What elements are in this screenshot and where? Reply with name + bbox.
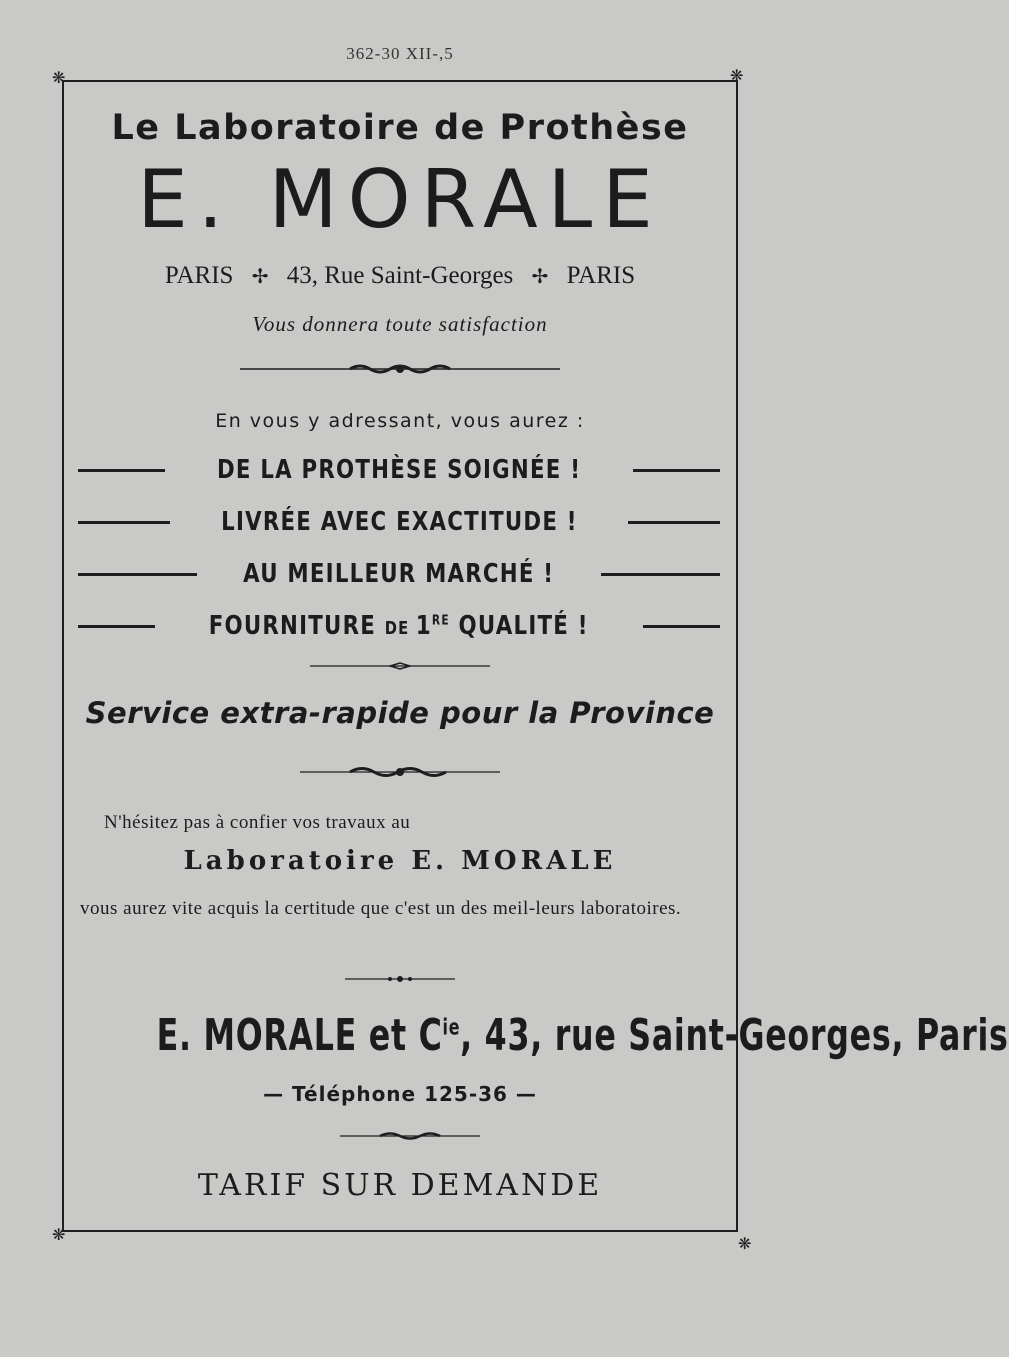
claim-text: AU MEILLEUR MARCHÉ ! xyxy=(243,559,555,589)
encourage-paragraph: vous aurez vite acquis la certitude que c'est un des meil-leurs laboratoires. xyxy=(80,898,682,919)
dash-right xyxy=(643,625,720,628)
telephone: — Téléphone 125-36 — xyxy=(263,1082,537,1106)
ornament-divider-5 xyxy=(340,1130,480,1142)
dash-right xyxy=(628,521,720,524)
dash-left xyxy=(78,573,197,576)
corner-ornament-top-left: ❋ xyxy=(52,68,66,87)
company-name: E. MORALE xyxy=(137,153,663,246)
dash-left xyxy=(78,469,165,472)
corner-ornament-bottom-left: ❋ xyxy=(52,1225,66,1244)
ornament-divider-3 xyxy=(300,764,500,778)
separator-icon: ✢ xyxy=(251,266,269,288)
dash-left xyxy=(78,625,155,628)
claim-row xyxy=(78,502,720,542)
separator-icon: ✢ xyxy=(531,266,549,288)
claim-text: DE LA PROTHÈSE SOIGNÉE ! xyxy=(216,455,582,485)
claim-text: LIVRÉE AVEC EXACTITUDE ! xyxy=(220,507,578,537)
laboratory-name: Laboratoire E. MORALE xyxy=(183,846,617,876)
page-reference: 362-30 XII-,5 xyxy=(346,44,454,63)
firm-address: E. MORALE et $C^{ie}$, 43, rue Saint-Georges, Paris xyxy=(156,1010,1009,1061)
tarif-line: TARIF SUR DEMANDE xyxy=(197,1168,603,1203)
dash-left xyxy=(78,521,170,524)
corner-ornament-bottom-right: ❋ xyxy=(738,1234,752,1253)
city-left: PARIS xyxy=(164,262,234,289)
corner-ornament-top-right: ❋ xyxy=(730,66,744,85)
street-address: 43, Rue Saint-Georges xyxy=(286,262,514,289)
dash-right xyxy=(601,573,720,576)
address-line xyxy=(62,262,738,290)
claim-row xyxy=(78,554,720,594)
intro-line: En vous y adressant, vous aurez : xyxy=(215,410,585,432)
claim-row xyxy=(78,606,720,646)
ornament-divider-4 xyxy=(345,974,455,984)
claim-text: FOURNITURE DE 1RE QUALITÉ ! xyxy=(209,611,589,641)
encourage-line-1: N'hésitez pas à confier vos travaux au xyxy=(104,812,411,833)
claim-row xyxy=(78,450,720,490)
ornament-divider-1 xyxy=(240,362,560,376)
service-line: Service extra-rapide pour la Province xyxy=(85,696,715,730)
city-right: PARIS xyxy=(566,262,636,289)
ornament-divider-2 xyxy=(310,660,490,672)
tagline: Vous donnera toute satisfaction xyxy=(252,312,548,336)
laboratory-title: Le Laboratoire de Prothèse xyxy=(111,108,689,148)
dash-right xyxy=(633,469,720,472)
